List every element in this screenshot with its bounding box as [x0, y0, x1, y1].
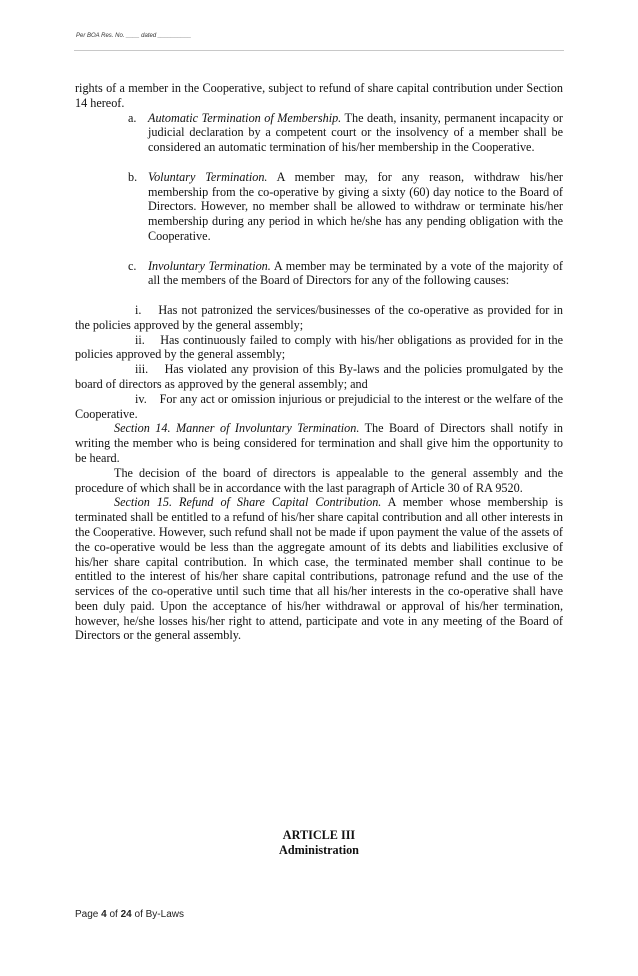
termination-item-b: [128, 170, 563, 244]
termination-item-a: [128, 111, 563, 155]
cause-text: Has not patronized the services/businesses of the co-operative as provided for in the policies approved by the general assembly;: [75, 302, 563, 332]
item-title: Involuntary Termination.: [148, 258, 271, 273]
section-15-title: Section 15. Refund of Share Capital Contribution.: [114, 495, 382, 510]
footer-total-pages: 24: [120, 909, 132, 920]
footer-page-number: 4: [101, 909, 107, 920]
page-header: Per BOA Res. No. ____ dated __________: [76, 33, 192, 39]
item-title: Voluntary Termination.: [148, 169, 268, 184]
cause-number: iv.: [135, 391, 147, 406]
cause-number: iii.: [135, 362, 149, 377]
item-text: [148, 170, 563, 244]
footer-suffix: of By-Laws: [131, 909, 184, 920]
article-title: Administration: [279, 842, 359, 857]
section-15-text: A member whose membership is terminated shall be entitled to a refund of his/her share capital contribution and all other interests in the Cooperative. However, such refund shall not be made if upon payment the value of the assets of the co-operative would be less than the aggregate amount of its debts and liabilities exclusive of his/her share capital contribution. In which case, the terminated member shall continue to be entitled to the interest of his/her share capital contributions, patronage refund and the use of the services of the co-operative until such time that all his/her interests in the co-operative shall have been duly paid. Upon the acceptance of his/her withdrawal or approval of his/her termination, however, he/she losses his/her right to attend, participate and vote in any meeting of the Board of Directors or the general assembly.: [75, 495, 563, 643]
section-15-paragraph: [75, 495, 563, 643]
header-rule: [74, 50, 564, 51]
item-marker: a.: [128, 110, 137, 125]
item-marker: b.: [128, 169, 138, 184]
cause-number: ii.: [135, 332, 145, 347]
cause-number: i.: [135, 302, 142, 317]
item-marker: c.: [128, 258, 137, 273]
footer-of: of: [106, 909, 121, 920]
termination-item-c: [128, 259, 563, 289]
page-footer: [75, 909, 184, 920]
cause-item-ii: [75, 333, 563, 363]
item-text: [148, 259, 563, 289]
item-body: The death, insanity, permanent incapacity or judicial declaration by a competent court or the insolvency of a member shall be considered an automatic termination of his/her membership in the Cooperative.: [148, 110, 563, 155]
cause-text: Has continuously failed to comply with his/her obligations as provided for in the policies approved by the general assembly;: [75, 332, 564, 362]
cause-item-iv: [75, 392, 563, 422]
article-heading: [0, 828, 638, 858]
footer-prefix: Page: [75, 909, 102, 920]
section-14-text: The Board of Directors shall notify in writing the member who is being considered for termination and shall give him the opportunity to be heard.: [75, 421, 563, 465]
intro-paragraph: rights of a member in the Cooperative, subject to refund of share capital contribution under Section 14 hereof.: [75, 81, 563, 110]
cause-text: Has violated any provision of this By-laws and the policies promulgated by the board of directors as approved by the general assembly; and: [75, 362, 563, 391]
item-body: A member may be terminated by a vote of the majority of all the members of the Board of Directors for any of the following causes:: [148, 258, 563, 288]
cause-item-i: [75, 303, 563, 333]
section-14-title: Section 14. Manner of Involuntary Termination.: [114, 421, 360, 436]
item-text: [148, 111, 563, 155]
item-title: Automatic Termination of Membership.: [148, 110, 342, 125]
appeal-paragraph: The decision of the board of directors is appealable to the general assembly and the procedure of which shall be in accordance with the last paragraph of Article 30 of RA 9520.: [75, 465, 563, 495]
document-body: [75, 81, 563, 643]
cause-text: For any act or omission injurious or prejudicial to the interest or the welfare of the Cooperative.: [75, 391, 563, 421]
article-number: ARTICLE III: [282, 828, 356, 842]
cause-item-iii: [75, 362, 563, 392]
item-body: A member may, for any reason, withdraw his/her membership from the co-operative by giving a sixty (60) day notice to the Board of Directors. However, no member shall be allowed to withdraw or terminate his/her membership during any period in which he/she has any pending obligation with the Cooperative.: [148, 169, 563, 243]
section-14-paragraph: [75, 421, 563, 465]
